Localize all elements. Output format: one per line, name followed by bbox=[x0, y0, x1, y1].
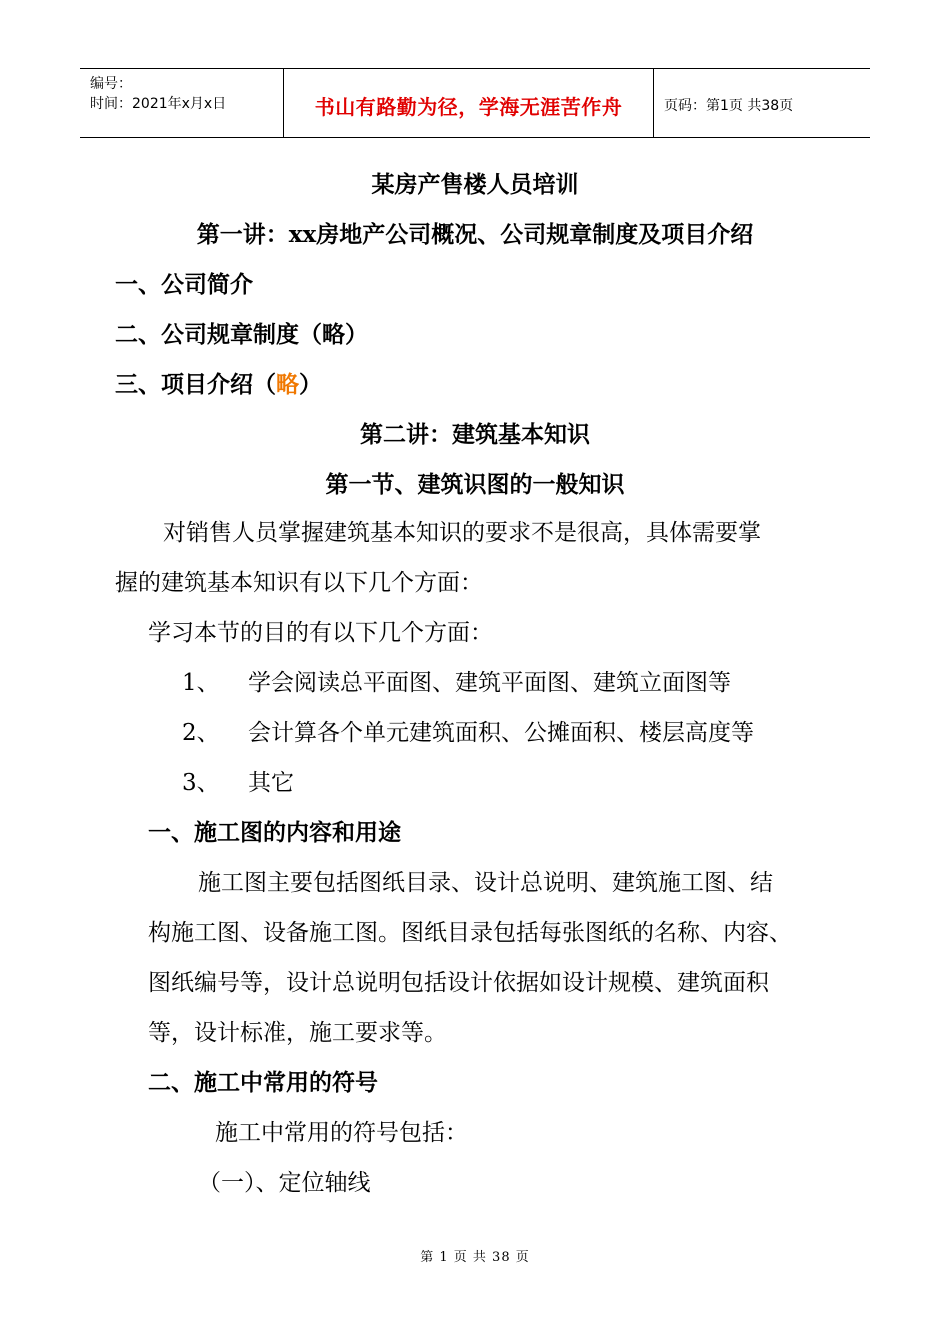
header-meta-cell bbox=[80, 69, 284, 137]
list-item-1-number: 1、 bbox=[182, 670, 220, 696]
list-item-3-text: 其它 bbox=[248, 770, 294, 796]
page-label: 页码：第1页 共38页 bbox=[664, 98, 794, 114]
section-company-intro: 一、公司简介 bbox=[115, 271, 253, 298]
paragraph-3-line-4: 等，设计标准，施工要求等。 bbox=[148, 1020, 447, 1046]
paragraph-1-line-1: 对销售人员掌握建筑基本知识的要求不是很高，具体需要掌 bbox=[163, 520, 761, 546]
paragraph-3-line-1: 施工图主要包括图纸目录、设计总说明、建筑施工图、结 bbox=[198, 870, 773, 896]
list-item-1-text: 学会阅读总平面图、建筑平面图、建筑立面图等 bbox=[248, 670, 731, 696]
heading-construction-drawings: 一、施工图的内容和用途 bbox=[148, 819, 401, 846]
date-label: 时间：2021年x月x日 bbox=[90, 96, 227, 112]
lecture-1-heading: 第一讲：xx房地产公司概况、公司规章制度及项目介绍 bbox=[196, 221, 754, 248]
subheading-axis-lines: （一）、定位轴线 bbox=[198, 1170, 371, 1196]
heading-common-symbols: 二、施工中常用的符号 bbox=[148, 1069, 378, 1096]
list-item-2-number: 2、 bbox=[182, 720, 220, 746]
list-item-3-number: 3、 bbox=[182, 770, 220, 796]
section-project-intro-close: ） bbox=[299, 371, 322, 398]
paragraph-3-line-3: 图纸编号等，设计总说明包括设计依据如设计规模、建筑面积 bbox=[148, 970, 769, 996]
header-table bbox=[80, 68, 870, 138]
section-company-rules: 二、公司规章制度（略） bbox=[115, 321, 368, 348]
section-project-intro bbox=[115, 370, 322, 400]
number-label: 编号： bbox=[90, 76, 132, 92]
section-project-intro-accent: 略 bbox=[276, 371, 299, 398]
list-item-2-text: 会计算各个单元建筑面积、公摊面积、楼层高度等 bbox=[248, 720, 754, 746]
paragraph-2: 学习本节的目的有以下几个方面： bbox=[148, 620, 493, 646]
motto: 书山有路勤为径，学海无涯苦作舟 bbox=[314, 95, 623, 119]
paragraph-1-line-2: 握的建筑基本知识有以下几个方面： bbox=[115, 570, 483, 596]
header-motto-cell bbox=[284, 69, 654, 137]
paragraph-3-line-2: 构施工图、设备施工图。图纸目录包括每张图纸的名称、内容、 bbox=[148, 920, 792, 946]
section-project-intro-text: 三、项目介绍（ bbox=[115, 371, 276, 398]
header-page-cell bbox=[654, 69, 870, 137]
lecture-2-heading: 第二讲：建筑基本知识 bbox=[360, 421, 590, 448]
doc-title: 某房产售楼人员培训 bbox=[371, 171, 579, 198]
paragraph-4: 施工中常用的符号包括： bbox=[215, 1120, 468, 1146]
page-footer: 第 1 页 共 38 页 bbox=[420, 1250, 530, 1265]
section-1-heading: 第一节、建筑识图的一般知识 bbox=[325, 471, 625, 498]
